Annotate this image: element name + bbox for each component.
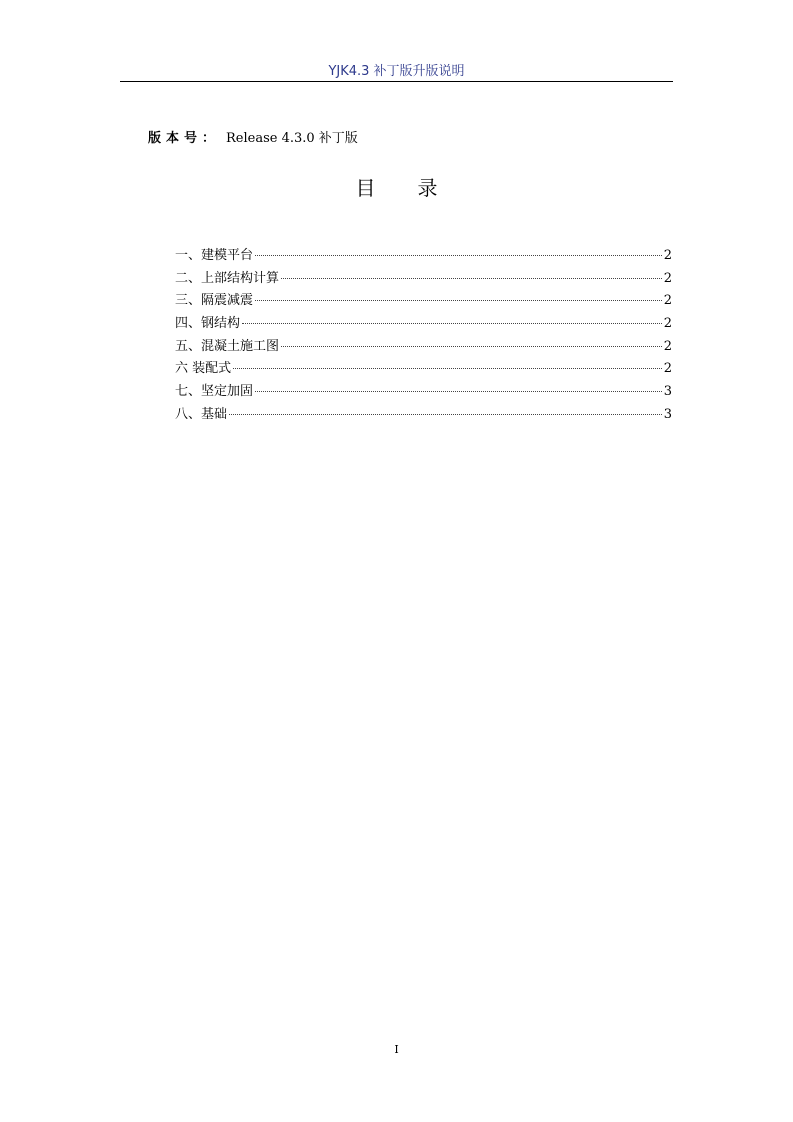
toc-entry-concrete-drawings[interactable]	[175, 335, 672, 358]
toc-dot-leader	[281, 278, 662, 279]
toc-entry-page: 2	[663, 338, 672, 354]
toc-dot-leader	[255, 255, 662, 256]
toc-title	[0, 172, 793, 201]
toc-entry-text: 六 装配式	[175, 361, 232, 377]
toc-dot-leader	[281, 346, 662, 347]
toc-entry-appraisal-reinforcement[interactable]	[175, 380, 672, 403]
toc-entry-page: 2	[663, 293, 672, 309]
toc-entry-text: 八、基础	[175, 406, 228, 422]
toc-entry-text: 七、坚定加固	[175, 384, 254, 400]
toc-entry-page: 3	[663, 406, 672, 422]
running-header-title: YJK4.3 补丁版升版说明	[328, 64, 465, 79]
toc-entry-page: 2	[663, 316, 672, 332]
toc-entry-text: 一、建模平台	[175, 248, 254, 263]
toc-entry-modeling-platform[interactable]	[175, 244, 672, 267]
toc-entry-seismic-isolation[interactable]	[175, 289, 672, 312]
header-divider	[120, 81, 673, 82]
toc-entry-text: 四、钢结构	[175, 316, 241, 332]
version-value: Release 4.3.0 补丁版	[226, 131, 358, 146]
toc-entry-foundation[interactable]	[175, 403, 672, 426]
toc-title-part1: 目	[355, 176, 376, 200]
version-line	[148, 127, 358, 146]
footer-page-number: I	[394, 1043, 399, 1056]
toc-dot-leader	[242, 323, 662, 324]
toc-entry-page: 2	[663, 248, 672, 263]
toc-entry-text: 五、混凝土施工图	[175, 338, 280, 354]
toc-entry-page: 3	[663, 384, 672, 400]
toc-entry-page: 2	[663, 270, 672, 286]
toc-entry-steel-structure[interactable]	[175, 312, 672, 335]
toc-entry-prefabricated[interactable]	[175, 357, 672, 380]
toc-dot-leader	[229, 414, 662, 415]
toc-title-part2: 录	[417, 176, 438, 200]
table-of-contents	[175, 244, 672, 426]
toc-dot-leader	[255, 391, 662, 392]
toc-entry-text: 二、上部结构计算	[175, 270, 280, 286]
toc-entry-superstructure-calc[interactable]	[175, 267, 672, 290]
version-label: 版本号：	[148, 131, 221, 146]
toc-entry-text: 三、隔震减震	[175, 293, 254, 309]
toc-entry-page: 2	[663, 361, 672, 377]
toc-dot-leader	[255, 300, 662, 301]
toc-dot-leader	[233, 368, 662, 369]
